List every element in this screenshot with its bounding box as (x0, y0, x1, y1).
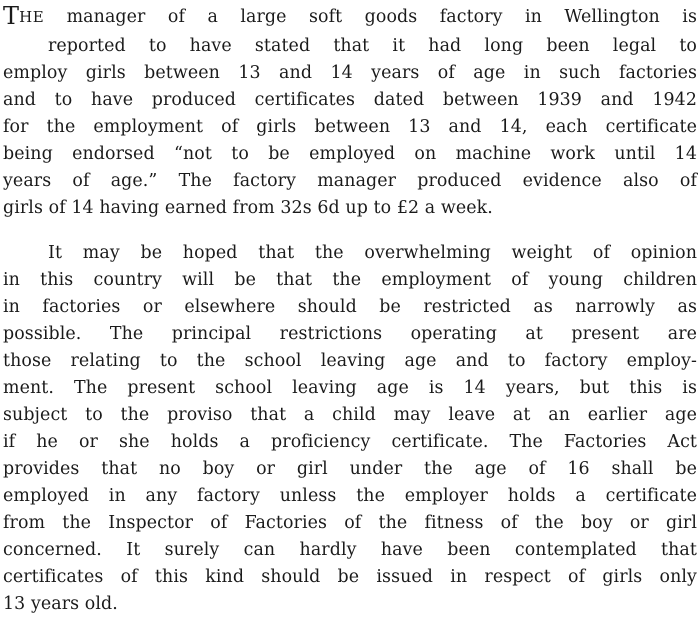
text-line: possible. The principal restrictions operating at present are (3, 324, 697, 344)
text-line (3, 4, 697, 30)
text-line: employ girls between 13 and 14 years of age in such factories (3, 63, 697, 83)
text-line: girls of 14 having earned from 32s 6d up to £2 a week. (3, 198, 493, 218)
text-line: if he or she holds a proficiency certificate. The Factories Act (3, 432, 697, 452)
text-line: provides that no boy or girl under the age of 16 shall be (3, 459, 697, 479)
text-line: 13 years old. (3, 594, 118, 614)
text-line: employed in any factory unless the employer holds a certificate (3, 486, 697, 506)
text-line: being endorsed “not to be employed on machine work until 14 (3, 144, 697, 164)
text-line: and to have produced certificates dated between 1939 and 1942 (3, 90, 697, 110)
text-line: reported to have stated that it had long been legal to (48, 36, 697, 56)
text-line: It may be hoped that the overwhelming weight of opinion (48, 243, 697, 263)
text-line: from the Inspector of Factories of the fitness of the boy or girl (3, 513, 697, 533)
text-line: ment. The present school leaving age is 14 years, but this is (3, 378, 697, 398)
text-line: in factories or elsewhere should be restricted as narrowly as (3, 297, 697, 317)
text-line: concerned. It surely can hardly have been contemplated that (3, 540, 697, 560)
text-line: subject to the proviso that a child may leave at an earlier age (3, 405, 697, 425)
text-line: years of age.” The factory manager produced evidence also of (3, 171, 697, 191)
text-line: for the employment of girls between 13 and 14, each certificate (3, 117, 697, 137)
text-line: those relating to the school leaving age and to factory employ- (3, 351, 697, 371)
text-line: certificates of this kind should be issued in respect of girls only (3, 567, 697, 587)
drop-cap: T (3, 2, 20, 30)
line-text: manager of a large soft goods factory in Wellington is (44, 7, 697, 27)
text-line: in this country will be that the employment of young children (3, 270, 697, 290)
small-caps-lead: HE (19, 8, 45, 26)
